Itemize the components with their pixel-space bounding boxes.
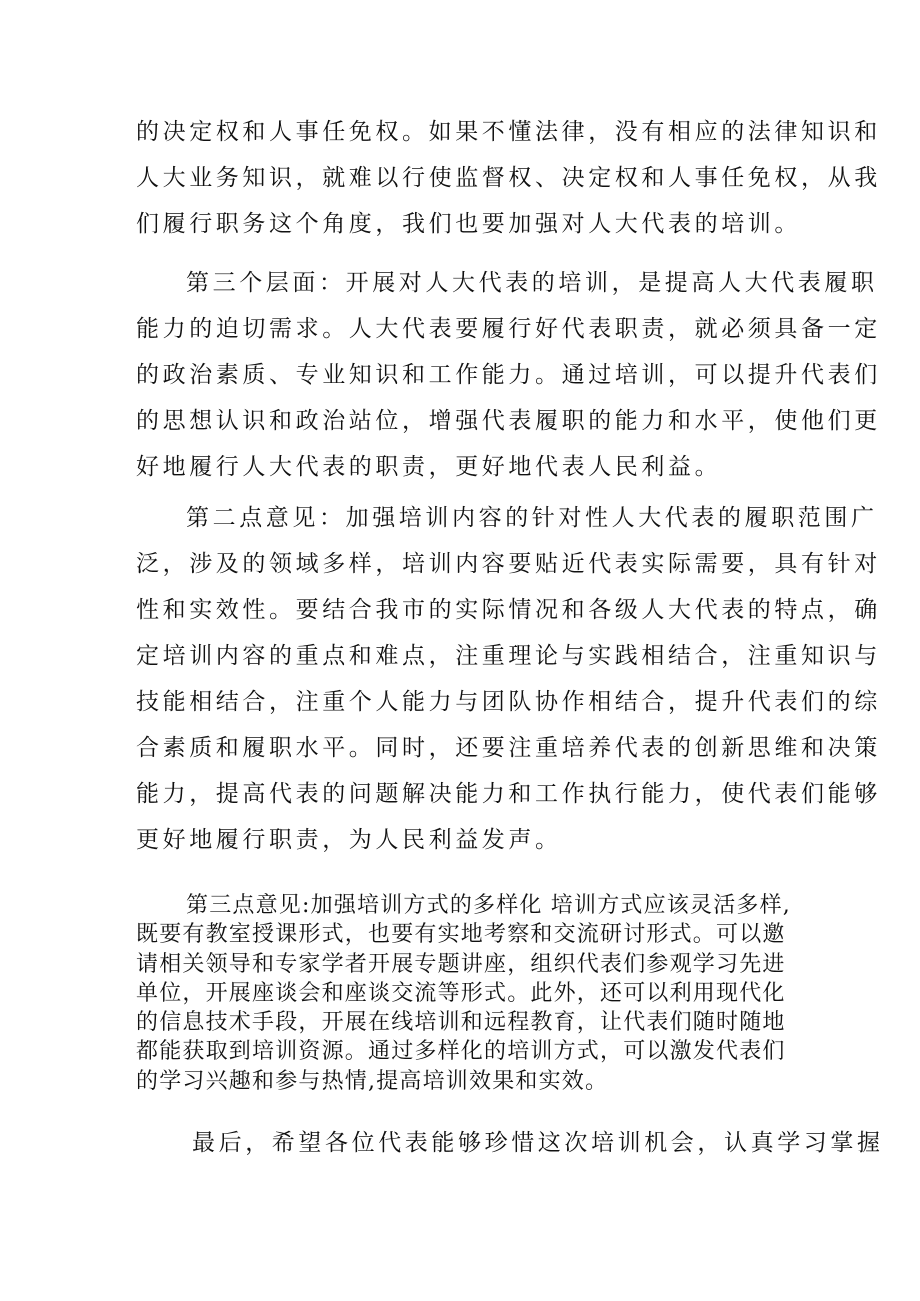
text-line: 们履行职务这个角度，我们也要加强对人大代表的培训。 (136, 211, 801, 237)
text-line: 的学习兴趣和参与热情,提高培训效果和实效。 (136, 1068, 609, 1094)
text-line: 请相关领导和专家学者开展专题讲座，组织代表们参观学习先进 (136, 951, 786, 977)
text-line: 的思想认识和政治站位，增强代表履职的能力和水平，使他们更 (136, 408, 881, 434)
text-line: 好地履行人大代表的职责，更好地代表人民利益。 (136, 454, 722, 480)
text-line: 合素质和履职水平。同时，还要注重培养代表的创新思维和决策 (136, 735, 881, 761)
paragraph-1 (136, 109, 881, 247)
text-line: 第三点意见:加强培训方式的多样化 培训方式应该灵活多样, (186, 893, 792, 918)
text-line: 人大业务知识，就难以行使监督权、决定权和人事任免权，从我 (136, 165, 881, 191)
text-line: 性和实效性。要结合我市的实际情况和各级人大代表的特点，确 (136, 597, 881, 623)
text-line: 第二点意见：加强培训内容的针对性人大代表的履职范围广 (186, 505, 878, 531)
text-line: 的信息技术手段，开展在线培训和远程教育，让代表们随时随地 (136, 1010, 786, 1036)
text-line: 能力的迫切需求。人大代表要履行好代表职责，就必须具备一定 (136, 316, 881, 342)
text-line: 的决定权和人事任免权。如果不懂法律，没有相应的法律知识和 (136, 119, 881, 145)
text-line: 更好地履行职责，为人民利益发声。 (136, 827, 562, 853)
text-line: 定培训内容的重点和难点，注重理论与实践相结合，注重知识与 (136, 643, 881, 669)
text-line: 既要有教室授课形式，也要有实地考察和交流研讨形式。可以邀 (136, 922, 786, 948)
text-line: 的政治素质、专业知识和工作能力。通过培训，可以提升代表们 (136, 362, 881, 388)
paragraph-3 (136, 495, 881, 863)
text-line: 第三个层面：开展对人大代表的培训，是提高人大代表履职 (186, 270, 878, 296)
text-line: 最后，希望各位代表能够珍惜这次培训机会，认真学习掌握 (192, 1130, 884, 1156)
text-line: 泛，涉及的领域多样，培训内容要贴近代表实际需要，具有针对 (136, 551, 881, 577)
paragraph-4 (136, 891, 796, 1096)
text-line: 技能相结合，注重个人能力与团队协作相结合，提升代表们的综 (136, 689, 881, 715)
paragraph-2 (136, 260, 881, 490)
text-line: 能力，提高代表的问题解决能力和工作执行能力，使代表们能够 (136, 781, 881, 807)
text-line: 都能获取到培训资源。通过多样化的培训方式，可以激发代表们 (136, 1039, 786, 1065)
text-line: 单位，开展座谈会和座谈交流等形式。此外，还可以利用现代化 (136, 980, 786, 1006)
paragraph-5 (136, 1120, 884, 1166)
